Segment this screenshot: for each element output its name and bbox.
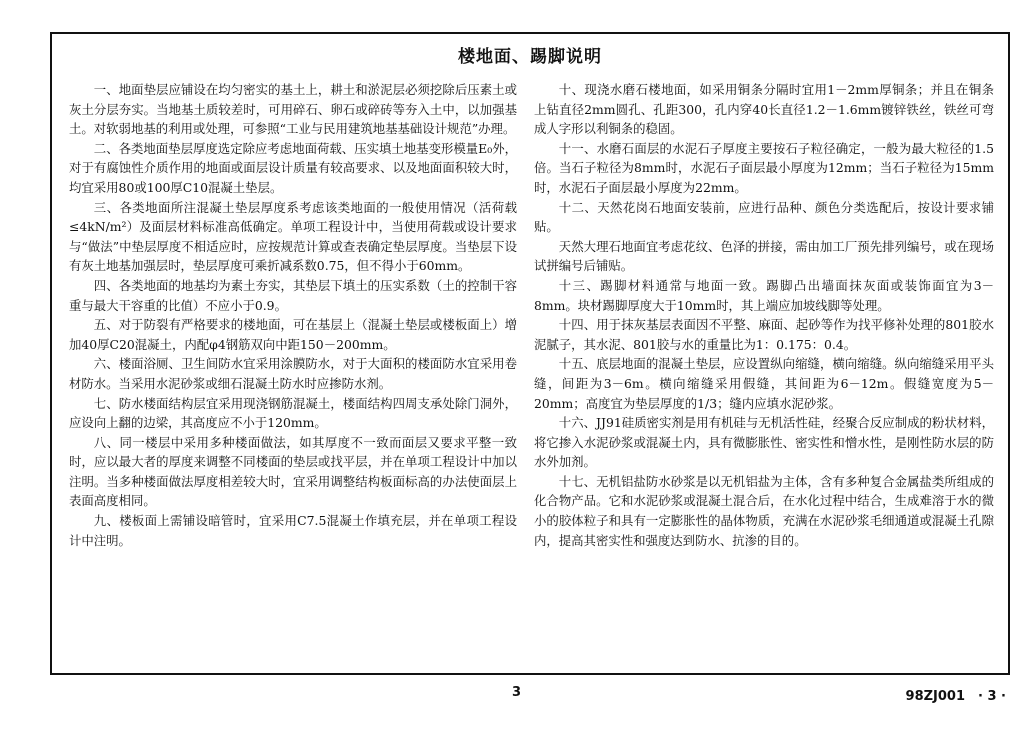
page-number: 3: [512, 685, 522, 700]
paragraph: 三、各类地面所注混凝土垫层厚度系考虑该类地面的一般使用情况（活荷载≤4kN/m²）及面层材料标准高低确定。单项工程设计中，当使用荷载或设计要求与“做法”中垫层厚度不相适应时，应按规范计算或查表确定垫层厚度。当垫层下设有灰土地基加强层时，垫层厚度可乘折减系数0.75，但不得小于60mm。: [69, 199, 517, 274]
paragraph: 天然大理石地面宜考虑花纹、色泽的拼接，需由加工厂预先排列编号，或在现场试拼编号后铺贴。: [534, 238, 994, 274]
paragraph: 十一、水磨石面层的水泥石子厚度主要按石子粒径确定，一般为最大粒径的1.5倍。当石子粒径为8mm时，水泥石子面层最小厚度为12mm；当石子粒径为15mm时，水泥石子面层最小厚度为22mm。: [534, 140, 994, 195]
right-column: [534, 80, 994, 550]
paragraph: 八、同一楼层中采用多种楼面做法，如其厚度不一致而面层又要求平整一致时，应以最大者的厚度来调整不同楼面的垫层或找平层，并在单项工程设计中加以注明。当多种楼面做法厚度相差较大时，宜采用调整结构板面标高的办法使面层上表面高度相同。: [69, 434, 517, 509]
paragraph: 十三、踢脚材料通常与地面一致。踢脚凸出墙面抹灰面或装饰面宜为3－8mm。块材踢脚厚度大于10mm时，其上端应加坡线脚等处理。: [534, 277, 994, 313]
paragraph: 十七、无机铝盐防水砂浆是以无机铝盐为主体，含有多种复合金属盐类所组成的化合物产品。它和水泥砂浆或混凝土混合后，在水化过程中结合，生成难溶于水的微小的胶体粒子和具有一定膨胀性的晶体物质，充满在水泥砂浆毛细通道或混凝土孔隙内，提高其密实性和强度达到防水、抗渗的目的。: [534, 473, 994, 548]
paragraph: 十、现浇水磨石楼地面，如采用铜条分隔时宜用1－2mm厚铜条；并且在铜条上钻直径2mm圆孔、孔距300，孔内穿40长直径1.2－1.6mm镀锌铁丝，铁丝可弯成人字形以利铜条的稳固。: [534, 82, 994, 137]
paragraph: 五、对于防裂有严格要求的楼地面，可在基层上（混凝土垫层或楼板面上）增加40厚C20混凝土，内配φ4钢筋双向中距150－200mm。: [69, 317, 517, 352]
page-frame: [50, 32, 1010, 675]
paragraph: 七、防水楼面结构层宜采用现浇钢筋混凝土，楼面结构四周支承处除门洞外，应设向上翻的边梁，其高度应不小于120mm。: [69, 395, 517, 431]
paragraph: 九、楼板面上需铺设暗管时，宜采用C7.5混凝土作填充层，并在单项工程设计中注明。: [69, 513, 517, 548]
paragraph: 十六、JJ91硅质密实剂是用有机硅与无机活性硅，经聚合反应制成的粉状材料，将它掺入水泥砂浆或混凝土内，具有微膨胀性、密实性和憎水性，是刚性防水层的防水外加剂。: [534, 415, 994, 470]
paragraph: 六、楼面浴厕、卫生间防水宜采用涂膜防水，对于大面积的楼面防水宜采用卷材防水。当采用水泥砂浆或细石混凝土防水时应掺防水剂。: [69, 356, 517, 391]
document-code: 98ZJ001 · 3 ·: [905, 689, 1006, 704]
left-column: [69, 80, 517, 550]
paragraph: 四、各类地面的地基均为素土夯实，其垫层下填土的压实系数（土的控制干容重与最大干容重的比值）不应小于0.9。: [69, 277, 517, 313]
paragraph: 十二、天然花岗石地面安装前，应进行品种、颜色分类选配后，按设计要求铺贴。: [534, 199, 994, 235]
paragraph: 二、各类地面垫层厚度选定除应考虑地面荷载、压实填土地基变形模量E₀外，对于有腐蚀性介质作用的地面或面层设计质量有较高要求、以及地面面积较大时，均宜采用80或100厚C10混凝土垫层。: [69, 140, 517, 195]
paragraph: 十四、用于抹灰基层表面因不平整、麻面、起砂等作为找平修补处理的801胶水泥腻子，其水泥、801胶与水的重量比为1：0.175：0.4。: [534, 317, 994, 352]
page-footer: [50, 685, 1010, 705]
paragraph: 十五、底层地面的混凝土垫层，应设置纵向缩缝，横向缩缝。纵向缩缝采用平头缝，间距为3－6m。横向缩缝采用假缝，其间距为6－12m。假缝宽度为5－20mm；高度宜为垫层厚度的1/3；缝内应填水泥砂浆。: [534, 356, 994, 411]
page-title: 楼地面、踢脚说明: [458, 47, 602, 67]
paragraph: 一、地面垫层应铺设在均匀密实的基土上，耕土和淤泥层必须挖除后压素土或灰土分层夯实。当地基土质较差时，可用碎石、卵石或碎砖等夯入土中，以加强基土。对软弱地基的利用或处理，可参照“工业与民用建筑地基基础设计规范”办理。: [69, 82, 517, 137]
